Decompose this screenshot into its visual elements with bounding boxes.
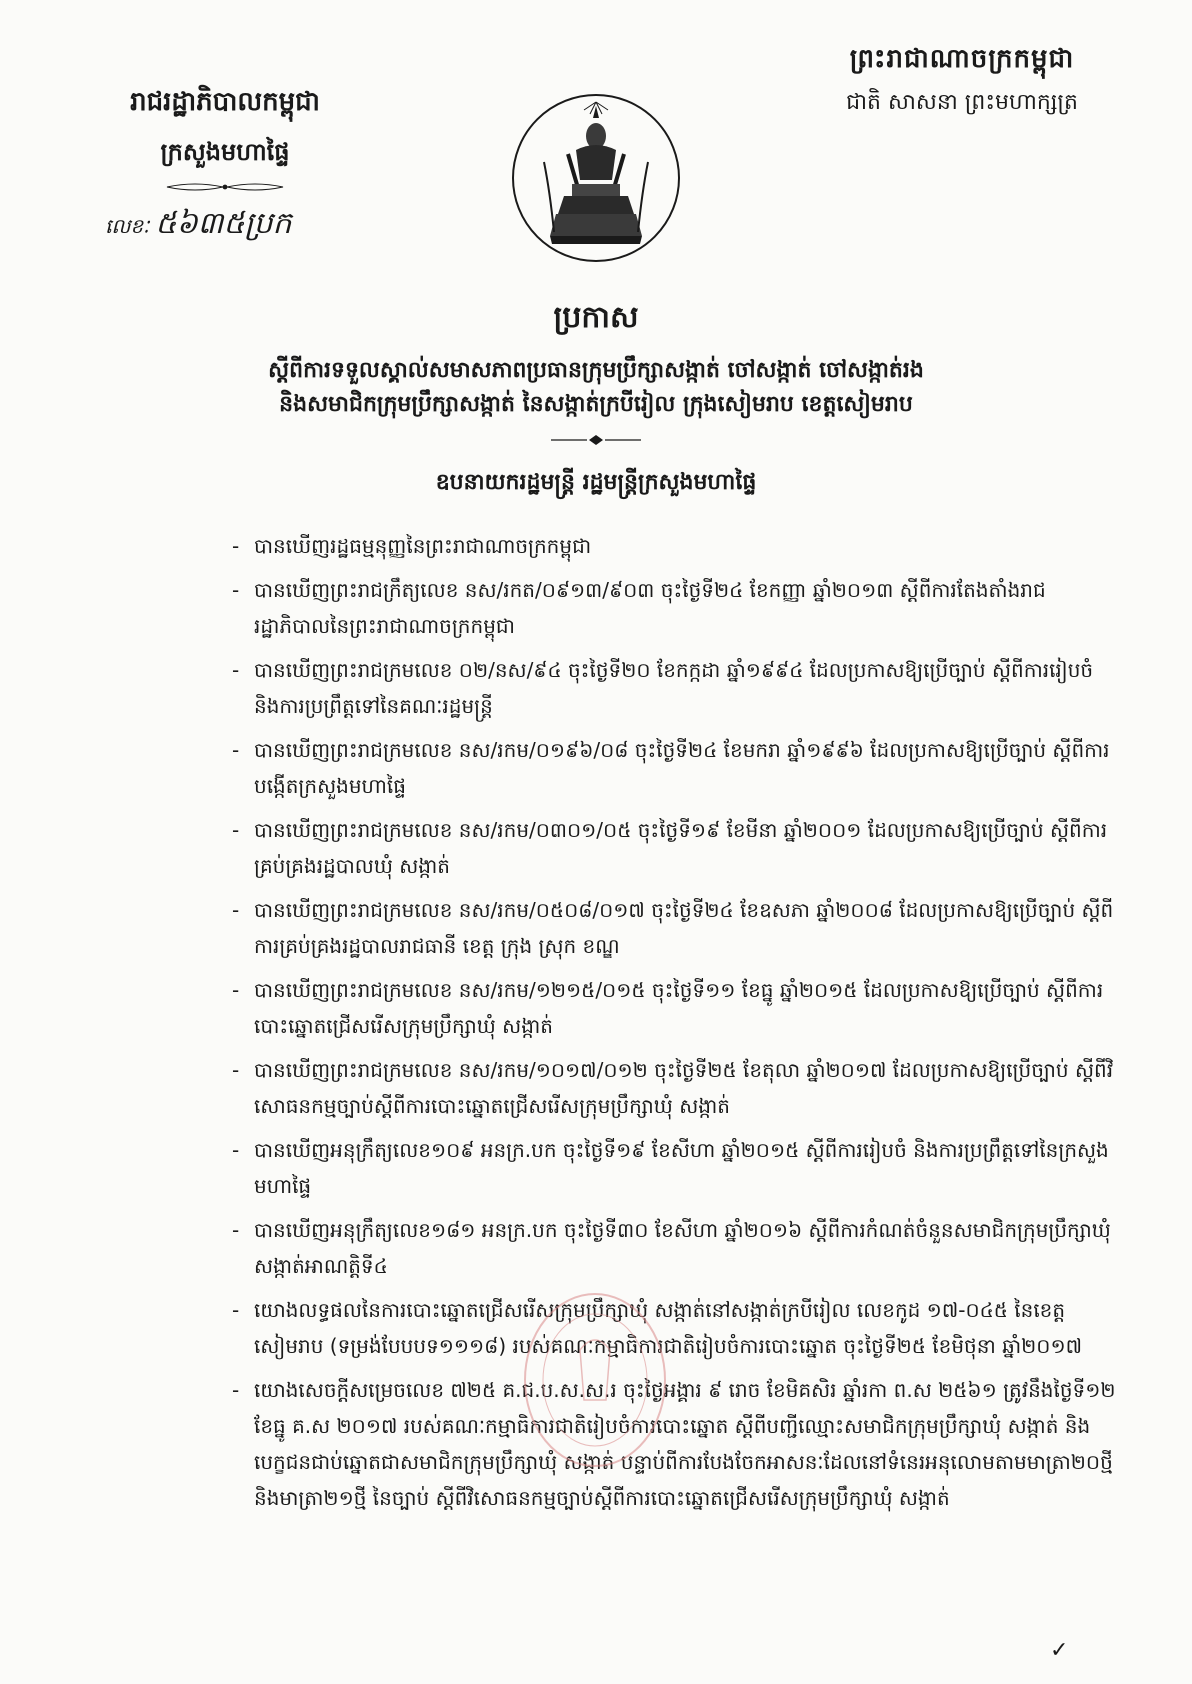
subtitle-line-1: ស្តីពីការទទួលស្គាល់សមាសភាពប្រធានក្រុមប្រឹក្សាសង្កាត់ ចៅសង្កាត់ ចៅសង្កាត់រង [268,358,924,383]
subtitle-line-2: និងសមាជិកក្រុមប្រឹក្សាសង្កាត់ នៃសង្កាត់ក្របីរៀល ក្រុងសៀមរាប ខេត្តសៀមរាប [279,392,913,417]
document-number-value: ៥៦៣៥ប្រក [155,206,292,241]
government-name: រាជរដ្ឋាភិបាលកម្ពុជា [130,87,320,117]
document-number [105,204,345,248]
proclamation-heading [0,298,1192,500]
kingdom-header [812,42,1112,120]
ministry-header [105,85,345,248]
proclamation-title: ប្រកាស [553,300,639,335]
list-item: - បានឃើញព្រះរាជក្រមលេខ នស/រកម/១០១៧/០១២ ចុះថ្ងៃទី២៥ ខែតុលា ឆ្នាំ២០១៧ ដែលប្រកាសឱ្យប្រើច្បាប់ ស្តីពីវិសោធនកម្មច្បាប់ស្តីពីការបោះឆ្នោតជ្រើសរើសក្រុមប្រឹក្សាឃុំ សង្កាត់ [232,1052,1117,1124]
royal-emblem-icon [510,92,682,264]
list-item: - បានឃើញព្រះរាជក្រមលេខ នស/រកម/០១៩៦/០៨ ចុះថ្ងៃទី២៤ ខែមករា ឆ្នាំ១៩៩៦ ដែលប្រកាសឱ្យប្រើច្បាប់ ស្តីពីការបង្កើតក្រសួងមហាផ្ទៃ [232,732,1117,804]
list-item: - បានឃើញអនុក្រឹត្យលេខ១០៩ អនក្រ.បក ចុះថ្ងៃទី១៩ ខែសីហា ឆ្នាំ២០១៥ ស្តីពីការរៀបចំ និងការប្រព្រឹត្តទៅនៃក្រសួងមហាផ្ទៃ [232,1132,1117,1204]
faded-seal-icon [520,1290,670,1470]
issuing-authority: ឧបនាយករដ្ឋមន្ត្រី រដ្ឋមន្ត្រីក្រសួងមហាផ្ទៃ [435,470,757,495]
list-item: - បានឃើញអនុក្រឹត្យលេខ១៨១ អនក្រ.បក ចុះថ្ងៃទី៣០ ខែសីហា ឆ្នាំ២០១៦ ស្តីពីការកំណត់ចំនួនសមាជិកក្រុមប្រឹក្សាឃុំ សង្កាត់អាណត្តិទី៤ [232,1212,1117,1284]
national-motto: ជាតិ សាសនា ព្រះមហាក្សត្រ [846,90,1078,115]
ornament-divider [165,180,285,194]
list-item: - យោងលទ្ធផលនៃការបោះឆ្នោតជ្រើសរើសក្រុមប្រឹក្សាឃុំ សង្កាត់នៅសង្កាត់ក្របីរៀល លេខកូដ ១៧-០៤៥ នៃខេត្តសៀមរាប (ទម្រង់បែបបទ១១១៨) របស់គណៈកម្មាធិការជាតិរៀបចំការបោះឆ្នោត ចុះថ្ងៃទី២៥ ខែមិថុនា ឆ្នាំ២០១៧ [232,1292,1117,1364]
list-item: - យោងសេចក្តីសម្រេចលេខ ៧២៥ គ.ជ.ប.ស.ស.រ ចុះថ្ងៃអង្គារ ៩ រោច ខែមិគសិរ ឆ្នាំរកា ព.ស ២៥៦១ ត្រូវនឹងថ្ងៃទី១២ ខែធ្នូ គ.ស ២០១៧ របស់គណៈកម្មាធិការជាតិរៀបចំការបោះឆ្នោត ស្តីពីបញ្ជីឈ្មោះសមាជិកក្រុមប្រឹក្សាឃុំ សង្កាត់ និងបេក្ខជនជាប់ឆ្នោតជាសមាជិកក្រុមប្រឹក្សាឃុំ សង្កាត់ បន្ទាប់ពីការបែងចែកអាសនៈដែលនៅទំនេរអនុលោមតាមមាត្រា២០ថ្មី និងមាត្រា២១ថ្មី នៃច្បាប់ ស្តីពីវិសោធនកម្មច្បាប់ស្តីពីការបោះឆ្នោតជ្រើសរើសក្រុមប្រឹក្សាឃុំ សង្កាត់ [232,1372,1117,1516]
list-item: - បានឃើញរដ្ឋធម្មនុញ្ញនៃព្រះរាជាណាចក្រកម្ពុជា [232,528,1117,564]
list-item: - បានឃើញព្រះរាជក្រមលេខ នស/រកម/១២១៥/០១៥ ចុះថ្ងៃទី១១ ខែធ្នូ ឆ្នាំ២០១៥ ដែលប្រកាសឱ្យប្រើច្បាប់ ស្តីពីការបោះឆ្នោតជ្រើសរើសក្រុមប្រឹក្សាឃុំ សង្កាត់ [232,972,1117,1044]
page-continuation-mark: ✓ [1050,1638,1069,1663]
list-item: - បានឃើញព្រះរាជក្រមលេខ នស/រកម/០៥០៨/០១៧ ចុះថ្ងៃទី២៤ ខែឧសភា ឆ្នាំ២០០៨ ដែលប្រកាសឱ្យប្រើច្បាប់ ស្តីពីការគ្រប់គ្រងរដ្ឋបាលរាជធានី ខេត្ត ក្រុង ស្រុក ខណ្ឌ [232,892,1117,964]
proclamation-subtitle [0,354,1192,422]
list-item: - បានឃើញព្រះរាជក្រមលេខ នស/រកម/០៣០១/០៥ ចុះថ្ងៃទី១៩ ខែមីនា ឆ្នាំ២០០១ ដែលប្រកាសឱ្យប្រើច្បាប់ ស្តីពីការគ្រប់គ្រងរដ្ឋបាលឃុំ សង្កាត់ [232,812,1117,884]
list-item: - បានឃើញព្រះរាជក្រមលេខ ០២/នស/៩៤ ចុះថ្ងៃទី២០ ខែកក្កដា ឆ្នាំ១៩៩៤ ដែលប្រកាសឱ្យប្រើច្បាប់ ស្តីពីការរៀបចំ និងការប្រព្រឹត្តទៅនៃគណៈរដ្ឋមន្ត្រី [232,652,1117,724]
legal-references-list [232,528,1117,1524]
document-number-label: លេខៈ [105,214,150,238]
ministry-name: ក្រសួងមហាផ្ទៃ [160,138,290,166]
kingdom-title: ព្រះរាជាណាចក្រកម្ពុជា [849,44,1075,74]
list-item: - បានឃើញព្រះរាជក្រឹត្យលេខ នស/រកត/០៩១៣/៩០៣ ចុះថ្ងៃទី២៤ ខែកញ្ញា ឆ្នាំ២០១៣ ស្តីពីការតែងតាំងរាជរដ្ឋាភិបាលនៃព្រះរាជាណាចក្រកម្ពុជា [232,572,1117,644]
heading-divider [551,434,641,446]
